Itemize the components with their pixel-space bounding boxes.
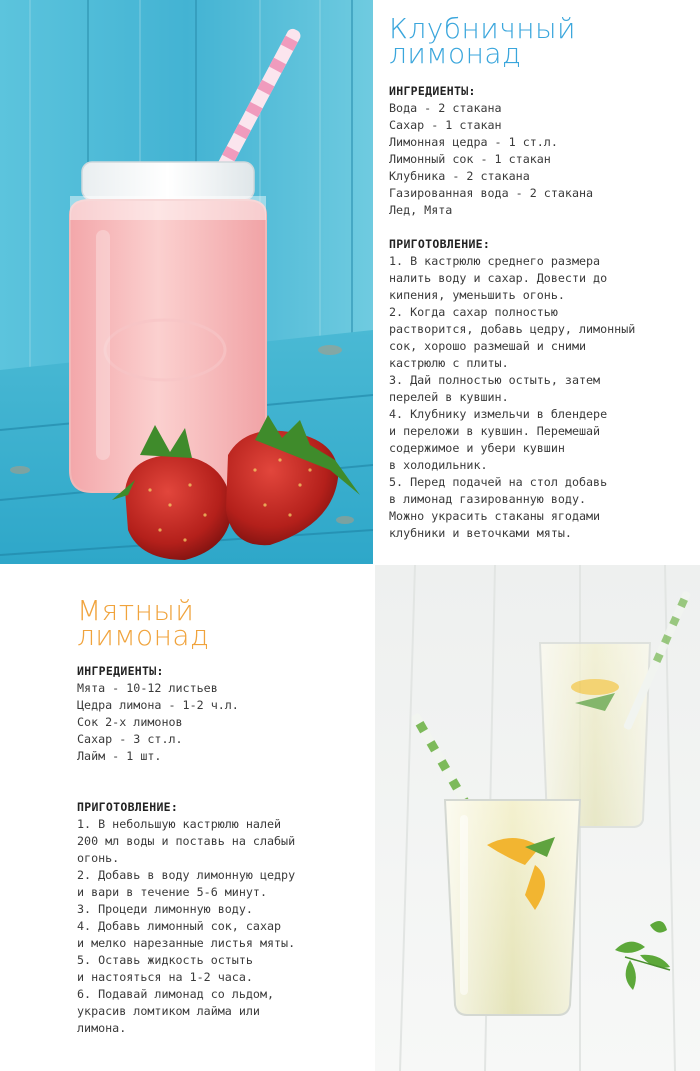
preparation-heading: ПРИГОТОВЛЕНИЕ: bbox=[389, 237, 491, 251]
strawberry-lemonade-photo bbox=[0, 0, 373, 564]
preparation-line: растворится, добавь цедру, лимонный bbox=[389, 322, 636, 336]
title-line: лимонад bbox=[77, 619, 210, 652]
preparation-line: и настояться на 1-2 часа. bbox=[77, 970, 253, 984]
preparation-line: украсив ломтиком лайма или bbox=[77, 1004, 260, 1018]
recipe-title bbox=[389, 12, 695, 70]
preparation-line: кипения, уменьшить огонь. bbox=[389, 288, 565, 302]
preparation-text bbox=[77, 816, 367, 1037]
preparation-line: 4. Добавь лимонный сок, сахар bbox=[77, 919, 282, 933]
ingredient-item: Вода - 2 стакана bbox=[389, 101, 502, 115]
ingredients-list bbox=[389, 100, 695, 219]
ingredient-item: Лимонная цедра - 1 ст.л. bbox=[389, 135, 558, 149]
preparation-line: и мелко нарезанные листья мяты. bbox=[77, 936, 296, 950]
ingredient-item: Лимонный сок - 1 стакан bbox=[389, 152, 551, 166]
mint-lemonade-photo bbox=[375, 565, 700, 1071]
preparation-line: лимона. bbox=[77, 1021, 127, 1035]
preparation-line: в лимонад газированную воду. bbox=[389, 492, 587, 506]
preparation-line: 4. Клубнику измельчи в блендере bbox=[389, 407, 608, 421]
preparation-line: Можно украсить стаканы ягодами bbox=[389, 509, 601, 523]
ingredients-list bbox=[77, 680, 367, 765]
mint-recipe bbox=[77, 594, 367, 1037]
preparation-line: клубники и веточками мяты. bbox=[389, 526, 572, 540]
preparation-line: 5. Оставь жидкость остыть bbox=[77, 953, 253, 967]
preparation-line: и переложи в кувшин. Перемешай bbox=[389, 424, 601, 438]
preparation-line: 6. Подавай лимонад со льдом, bbox=[77, 987, 275, 1001]
ingredient-item: Лайм - 1 шт. bbox=[77, 749, 162, 763]
ingredient-item: Сахар - 3 ст.л. bbox=[77, 732, 183, 746]
preparation-line: 200 мл воды и поставь на слабый bbox=[77, 834, 296, 848]
preparation-heading: ПРИГОТОВЛЕНИЕ: bbox=[77, 800, 179, 814]
ingredient-item: Лед, Мята bbox=[389, 203, 453, 217]
ingredients-heading: ИНГРЕДИЕНТЫ: bbox=[389, 84, 476, 98]
preparation-line: 1. В небольшую кастрюлю налей bbox=[77, 817, 282, 831]
ingredient-item: Газированная вода - 2 стакана bbox=[389, 186, 594, 200]
preparation-line: в холодильник. bbox=[389, 458, 488, 472]
preparation-line: кастрюлю с плиты. bbox=[389, 356, 509, 370]
preparation-line: 2. Добавь в воду лимонную цедру bbox=[77, 868, 296, 882]
title-line: Клубничный bbox=[389, 12, 576, 45]
title-line: Мятный bbox=[77, 594, 195, 627]
preparation-line: налить воду и сахар. Довести до bbox=[389, 271, 608, 285]
preparation-text bbox=[389, 253, 695, 542]
preparation-line: содержимое и убери кувшин bbox=[389, 441, 565, 455]
ingredient-item: Мята - 10-12 листьев bbox=[77, 681, 218, 695]
title-line: лимонад bbox=[389, 37, 522, 70]
preparation-line: перелей в кувшин. bbox=[389, 390, 509, 404]
ingredients-heading: ИНГРЕДИЕНТЫ: bbox=[77, 664, 164, 678]
preparation-line: 1. В кастрюлю среднего размера bbox=[389, 254, 601, 268]
ingredient-item: Клубника - 2 стакана bbox=[389, 169, 530, 183]
preparation-line: 3. Процеди лимонную воду. bbox=[77, 902, 253, 916]
ingredient-item: Сахар - 1 стакан bbox=[389, 118, 502, 132]
preparation-line: 3. Дай полностью остыть, затем bbox=[389, 373, 601, 387]
preparation-line: 5. Перед подачей на стол добавь bbox=[389, 475, 608, 489]
preparation-line: сок, хорошо размешай и сними bbox=[389, 339, 587, 353]
ingredient-item: Цедра лимона - 1-2 ч.л. bbox=[77, 698, 239, 712]
preparation-line: огонь. bbox=[77, 851, 120, 865]
recipe-title bbox=[77, 594, 367, 652]
preparation-line: и вари в течение 5-6 минут. bbox=[77, 885, 267, 899]
ingredient-item: Сок 2-х лимонов bbox=[77, 715, 183, 729]
preparation-line: 2. Когда сахар полностью bbox=[389, 305, 558, 319]
strawberry-recipe bbox=[389, 12, 695, 542]
